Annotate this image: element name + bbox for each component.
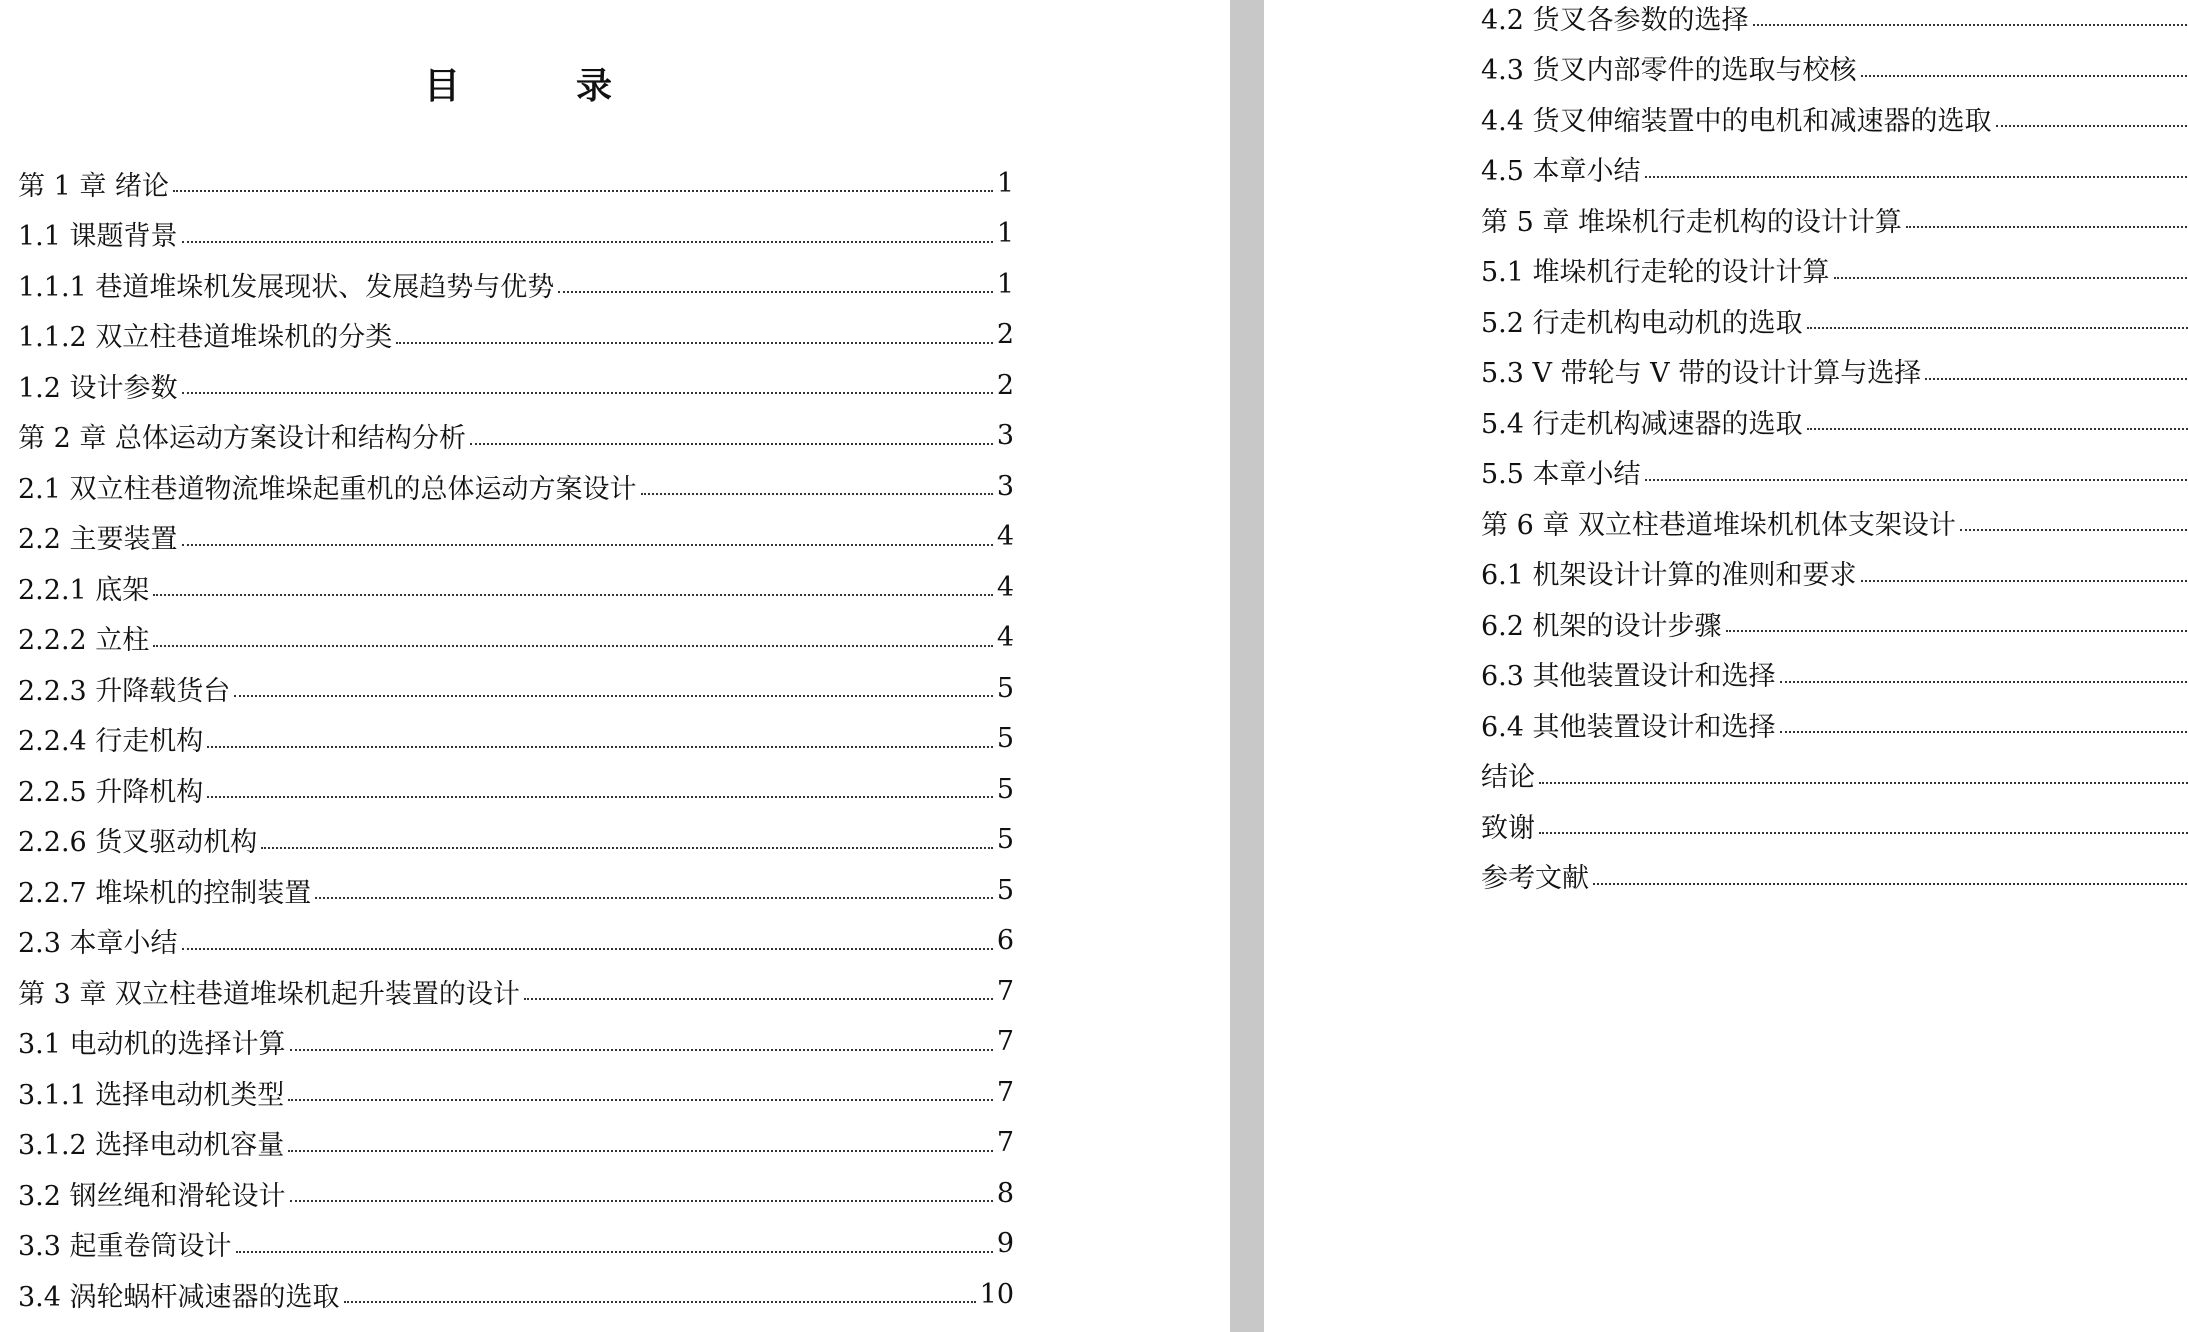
toc-entry-label: 1.1 课题背景 (18, 221, 178, 253)
toc-entry-page-number: 7 (996, 1026, 1014, 1058)
toc-entry-page-number: 3 (996, 420, 1014, 452)
dot-leader (173, 190, 993, 192)
dot-leader (470, 443, 993, 445)
dot-leader (1861, 580, 2188, 582)
toc-entry[interactable] (18, 966, 1014, 1017)
toc-entry-label: 2.2.4 行走机构 (18, 726, 204, 758)
toc-entry[interactable] (18, 1269, 1014, 1320)
toc-entry-page-number: 2 (996, 369, 1014, 401)
toc-entry[interactable] (1481, 548, 2188, 599)
dot-leader (1780, 731, 2188, 733)
toc-entry-label: 5.1 堆垛机行走轮的设计计算 (1481, 257, 1830, 289)
toc-entry[interactable] (1481, 295, 2188, 346)
toc-entry-page-number: 5 (996, 723, 1014, 755)
toc-entry-page-number: 5 (996, 773, 1014, 805)
dot-leader (1861, 75, 2188, 77)
toc-entry[interactable] (18, 1067, 1014, 1118)
toc-entry[interactable] (18, 613, 1014, 664)
dot-leader (182, 948, 993, 950)
dot-leader (558, 291, 993, 293)
toc-entry[interactable] (1481, 346, 2188, 397)
toc-entry-label: 3.2 钢丝绳和滑轮设计 (18, 1180, 286, 1212)
toc-entry-page-number: 2 (996, 319, 1014, 351)
toc-entry-label: 5.2 行走机构电动机的选取 (1481, 307, 1803, 339)
toc-entry-page-number: 4 (996, 571, 1014, 603)
toc-entry[interactable] (1481, 93, 2188, 144)
toc-entry[interactable] (18, 158, 1014, 209)
toc-entry-page-number: 6 (996, 925, 1014, 957)
toc-entry[interactable] (18, 714, 1014, 765)
toc-entry-page-number: 1 (996, 167, 1014, 199)
toc-entry-label: 1.1.2 双立柱巷道堆垛机的分类 (18, 322, 393, 354)
dot-leader (182, 241, 993, 243)
toc-entry-label: 3.4 涡轮蜗杆减速器的选取 (18, 1281, 340, 1313)
toc-entry-label: 3.1.1 选择电动机类型 (18, 1079, 285, 1111)
toc-entry[interactable] (18, 411, 1014, 462)
toc-entry-label: 第 3 章 双立柱巷道堆垛机起升装置的设计 (18, 978, 520, 1010)
toc-entry-page-number: 7 (996, 1076, 1014, 1108)
toc-entry-label: 2.2.7 堆垛机的控制装置 (18, 877, 312, 909)
toc-entry-label: 第 2 章 总体运动方案设计和结构分析 (18, 423, 466, 455)
toc-entry[interactable] (18, 865, 1014, 916)
dot-leader (1960, 529, 2188, 531)
dot-leader (234, 695, 993, 697)
toc-entry-label: 3.1 电动机的选择计算 (18, 1029, 286, 1061)
toc-entry[interactable] (1481, 598, 2188, 649)
dot-leader (182, 392, 993, 394)
toc-entry-page-number: 4 (996, 622, 1014, 654)
dot-leader (344, 1301, 976, 1303)
dot-leader (1753, 24, 2188, 26)
toc-entry[interactable] (1481, 396, 2188, 447)
toc-entry-label: 4.4 货叉伸缩装置中的电机和减速器的选取 (1481, 105, 1992, 137)
toc-entry-page-number: 5 (996, 824, 1014, 856)
dot-leader (1593, 883, 2188, 885)
dot-leader (261, 847, 993, 849)
toc-list-right (1481, 0, 2188, 901)
toc-entry-label: 3.3 起重卷筒设计 (18, 1231, 232, 1263)
toc-entry-label: 1.2 设计参数 (18, 372, 178, 404)
toc-entry[interactable] (18, 209, 1014, 260)
dot-leader (641, 493, 993, 495)
toc-entry-label: 2.3 本章小结 (18, 928, 178, 960)
dot-leader (290, 1049, 993, 1051)
toc-entry-page-number: 7 (996, 1127, 1014, 1159)
toc-entry[interactable] (18, 310, 1014, 361)
toc-entry-label: 2.2.5 升降机构 (18, 776, 204, 808)
dot-leader (1539, 782, 2188, 784)
dot-leader (396, 342, 993, 344)
toc-entry[interactable] (18, 764, 1014, 815)
toc-entry[interactable] (18, 259, 1014, 310)
dot-leader (1780, 681, 2188, 683)
toc-entry[interactable] (18, 1118, 1014, 1169)
toc-entry[interactable] (1481, 43, 2188, 94)
toc-entry-label: 第 6 章 双立柱巷道堆垛机机体支架设计 (1481, 509, 1956, 541)
toc-entry-page-number: 1 (996, 268, 1014, 300)
toc-entry[interactable] (18, 461, 1014, 512)
dot-leader (1925, 378, 2188, 380)
toc-entry[interactable] (18, 663, 1014, 714)
toc-entry-label: 2.1 双立柱巷道物流堆垛起重机的总体运动方案设计 (18, 473, 637, 505)
dot-leader (207, 796, 993, 798)
toc-entry[interactable] (18, 815, 1014, 866)
page-gutter (1230, 0, 1264, 1332)
toc-entry-label: 6.1 机架设计计算的准则和要求 (1481, 560, 1857, 592)
dot-leader (1807, 428, 2188, 430)
dot-leader (315, 897, 993, 899)
toc-entry[interactable] (1481, 851, 2188, 902)
toc-entry[interactable] (18, 1168, 1014, 1219)
toc-entry-label: 6.2 机架的设计步骤 (1481, 610, 1722, 642)
toc-entry[interactable] (1481, 144, 2188, 195)
dot-leader (236, 1251, 993, 1253)
dot-leader (153, 645, 993, 647)
toc-entry-page-number: 4 (996, 521, 1014, 553)
toc-entry-label: 第 5 章 堆垛机行走机构的设计计算 (1481, 206, 1902, 238)
toc-title: 目 录 (423, 66, 652, 107)
toc-entry[interactable] (18, 562, 1014, 613)
toc-entry-label: 2.2.2 立柱 (18, 625, 150, 657)
toc-entry[interactable] (18, 360, 1014, 411)
dot-leader (1906, 226, 2188, 228)
toc-entry[interactable] (1481, 497, 2188, 548)
dot-leader (524, 998, 993, 1000)
toc-entry-page-number: 10 (979, 1278, 1014, 1310)
toc-entry-label: 4.2 货叉各参数的选择 (1481, 4, 1749, 36)
toc-entry-label: 5.5 本章小结 (1481, 459, 1641, 491)
document-page-right (1264, 0, 2188, 1332)
dot-leader (1807, 327, 2188, 329)
toc-entry-page-number: 3 (996, 470, 1014, 502)
toc-entry-label: 2.2.3 升降载货台 (18, 675, 231, 707)
toc-entry[interactable] (1481, 245, 2188, 296)
toc-entry[interactable] (1481, 0, 2188, 43)
toc-entry-page-number: 1 (996, 218, 1014, 250)
toc-entry[interactable] (1481, 750, 2188, 801)
toc-entry[interactable] (18, 916, 1014, 967)
toc-entry-page-number: 5 (996, 672, 1014, 704)
toc-entry-label: 5.4 行走机构减速器的选取 (1481, 408, 1803, 440)
toc-list-left (18, 158, 1014, 1320)
dot-leader (1834, 277, 2188, 279)
toc-entry[interactable] (1481, 649, 2188, 700)
toc-entry-label: 致谢 (1481, 812, 1535, 844)
toc-entry[interactable] (1481, 699, 2188, 750)
toc-entry[interactable] (18, 1219, 1014, 1270)
toc-entry-page-number: 7 (996, 975, 1014, 1007)
dot-leader (288, 1099, 993, 1101)
toc-entry-page-number: 8 (996, 1177, 1014, 1209)
toc-entry[interactable] (1481, 447, 2188, 498)
toc-entry-label: 参考文献 (1481, 863, 1589, 895)
toc-entry[interactable] (18, 512, 1014, 563)
toc-entry[interactable] (1481, 800, 2188, 851)
dot-leader (290, 1200, 993, 1202)
toc-entry-label: 2.2.6 货叉驱动机构 (18, 827, 258, 859)
toc-entry-label: 2.2.1 底架 (18, 574, 150, 606)
dot-leader (1539, 832, 2188, 834)
dot-leader (182, 544, 993, 546)
dot-leader (153, 594, 993, 596)
dot-leader (1726, 630, 2188, 632)
dot-leader (1645, 479, 2188, 481)
dot-leader (288, 1150, 993, 1152)
toc-entry[interactable] (18, 1017, 1014, 1068)
toc-entry-page-number: 9 (996, 1228, 1014, 1260)
toc-entry-label: 5.3 V 带轮与 V 带的设计计算与选择 (1481, 358, 1922, 390)
toc-entry[interactable] (1481, 194, 2188, 245)
toc-entry-label: 结论 (1481, 762, 1535, 794)
toc-entry-label: 3.1.2 选择电动机容量 (18, 1130, 285, 1162)
toc-entry-label: 6.3 其他装置设计和选择 (1481, 661, 1776, 693)
toc-entry-label: 第 1 章 绪论 (18, 170, 169, 202)
dot-leader (1645, 176, 2188, 178)
dot-leader (207, 746, 993, 748)
toc-entry-page-number: 5 (996, 874, 1014, 906)
toc-entry-label: 2.2 主要装置 (18, 524, 178, 556)
dot-leader (1996, 125, 2188, 127)
toc-entry-label: 4.3 货叉内部零件的选取与校核 (1481, 55, 1857, 87)
toc-entry-label: 6.4 其他装置设计和选择 (1481, 711, 1776, 743)
toc-entry-label: 1.1.1 巷道堆垛机发展现状、发展趋势与优势 (18, 271, 555, 303)
toc-entry-label: 4.5 本章小结 (1481, 156, 1641, 188)
